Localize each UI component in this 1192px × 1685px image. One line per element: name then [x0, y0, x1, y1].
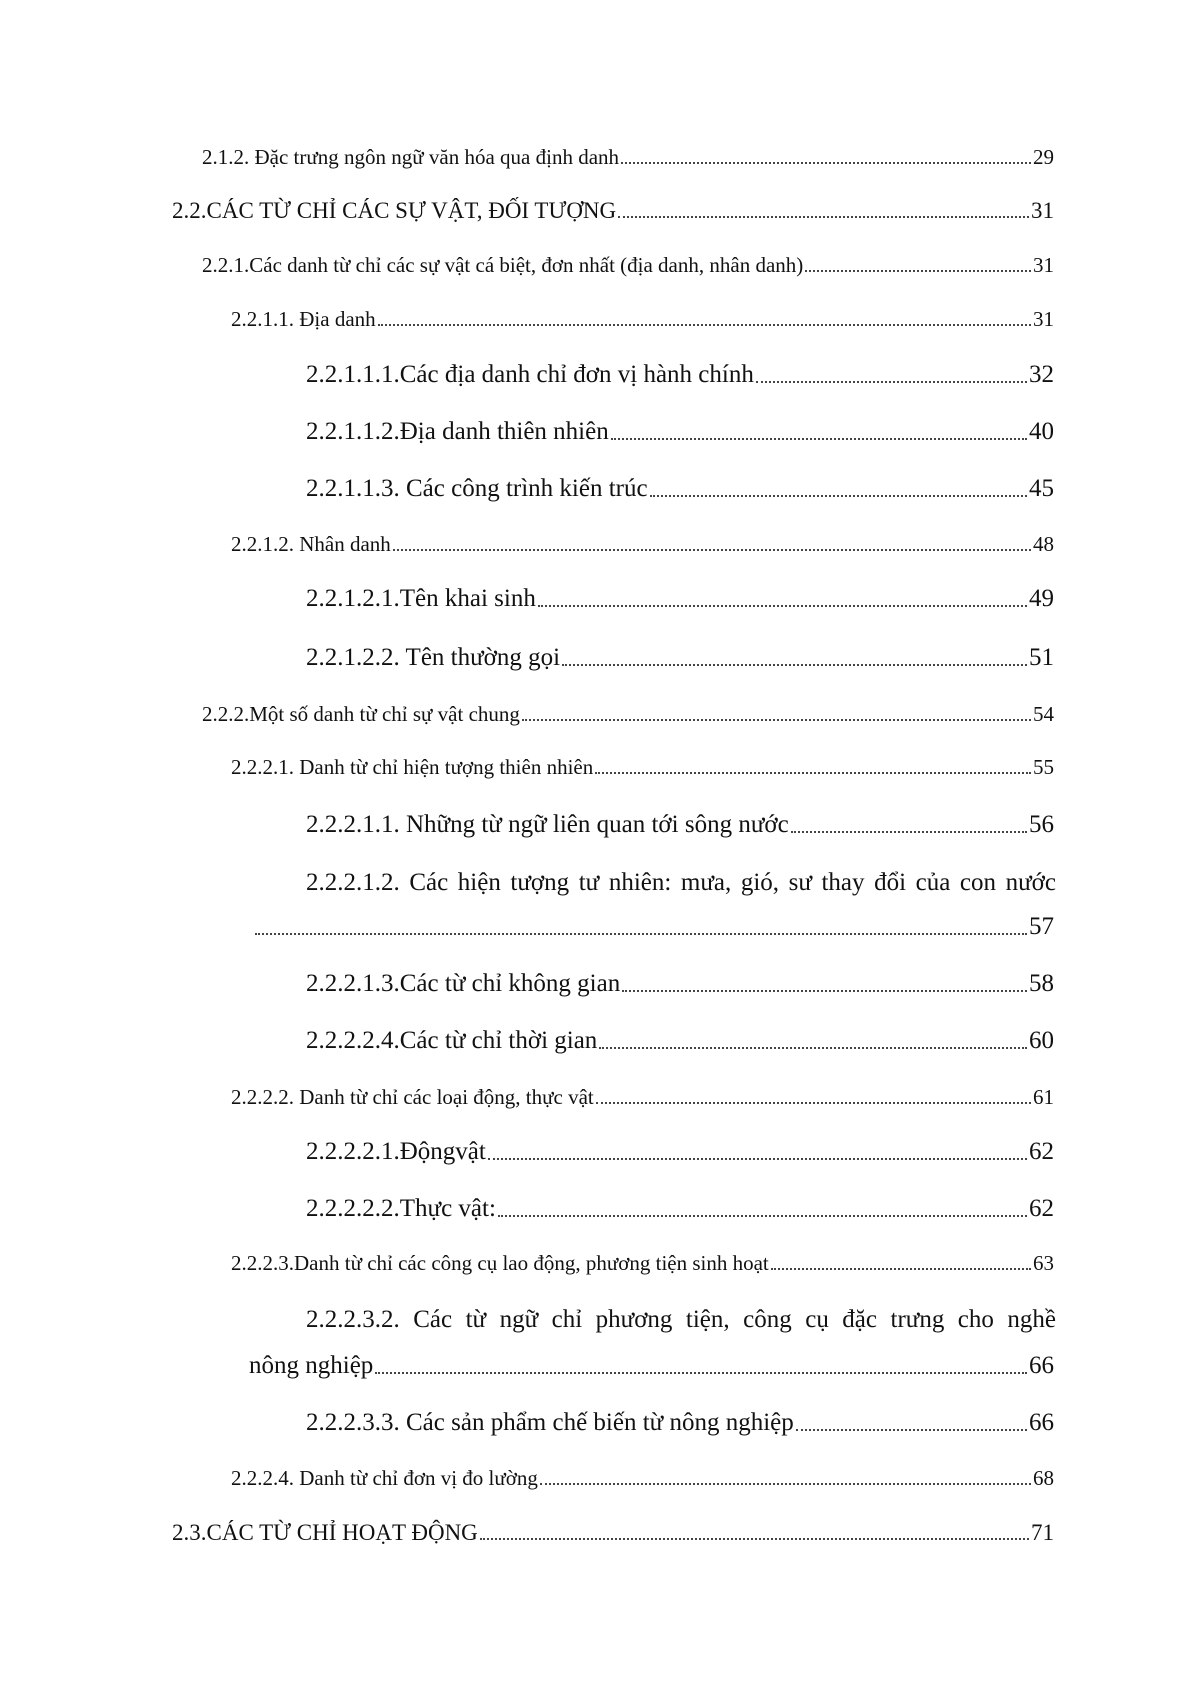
toc-entry-page: 60: [1029, 1027, 1054, 1054]
dot-leader: [562, 664, 1027, 666]
dot-leader: [599, 1047, 1027, 1049]
toc-entry-label: 2.2.1.1.3. Các công trình kiến trúc: [306, 475, 648, 502]
toc-entry-label: 2.2.2.Một số danh từ chỉ sự vật chung: [202, 702, 520, 726]
toc-entry: [202, 704, 1054, 725]
toc-entry-page: 29: [1033, 145, 1054, 169]
toc-entry: [231, 1468, 1054, 1489]
toc-entry-label: 2.2.2.2. Danh từ chỉ các loại động, thực vật: [231, 1085, 594, 1109]
toc-entry-label: 2.2.2.1.3.Các từ chỉ không gian: [306, 970, 621, 997]
toc-entry-page: 45: [1029, 475, 1054, 502]
toc-entry-label: 2.2.2.1.1. Những từ ngữ liên quan tới sông nước: [306, 811, 789, 838]
toc-entry: [306, 1028, 1054, 1053]
toc-entry-label: 2.2.1.1.2.Địa danh thiên nhiên: [306, 418, 609, 445]
dot-leader: [255, 933, 1027, 935]
toc-entry-page: 31: [1033, 253, 1054, 277]
toc-entry-page: 62: [1029, 1138, 1054, 1165]
toc-entry-label: 2.2.1.2.1.Tên khai sinh: [306, 585, 536, 612]
dot-leader: [650, 495, 1027, 497]
toc-entry: [249, 1353, 1054, 1378]
toc-entry: [306, 1139, 1054, 1164]
toc-entry-page: 62: [1029, 1195, 1054, 1222]
toc-entry-label: 2.2.2.3.3. Các sản phẩm chế biến từ nông nghiệp: [306, 1409, 794, 1436]
toc-entry-page: 32: [1029, 361, 1054, 388]
toc-entry: [172, 1521, 1054, 1544]
toc-entry-label: 2.2.1.Các danh từ chỉ các sự vật cá biệt, đơn nhất (địa danh, nhân danh): [202, 253, 804, 277]
toc-entry-label: 2.2.CÁC TỪ CHỈ CÁC SỰ VẬT, ĐỐI TƯỢNG: [172, 198, 617, 223]
dot-leader: [393, 549, 1031, 551]
toc-entry: [306, 971, 1054, 996]
toc-entry: [231, 1087, 1054, 1108]
dot-leader: [488, 1158, 1027, 1160]
toc-entry-label: 2.2.2.1.2. Các hiện tượng tư nhiên: mưa, gió, sư thay đổi của con nước: [306, 869, 1056, 896]
dot-leader: [805, 270, 1031, 272]
toc-entry-page: 57: [1029, 913, 1054, 940]
toc-entry-label: 2.3.CÁC TỪ CHỈ HOẠT ĐỘNG: [172, 1520, 478, 1545]
dot-leader: [796, 1429, 1027, 1431]
toc-entry-label: 2.2.2.3.2. Các từ ngữ chỉ phương tiện, công cụ đặc trưng cho nghề: [306, 1306, 1056, 1333]
toc-entry-label: 2.2.1.2. Nhân danh: [231, 532, 391, 556]
toc-entry-page: 63: [1033, 1251, 1054, 1275]
toc-entry-page: 40: [1029, 418, 1054, 445]
toc-entry-label: 2.2.2.2.4.Các từ chỉ thời gian: [306, 1027, 598, 1054]
dot-leader: [611, 438, 1027, 440]
dot-leader: [596, 1102, 1031, 1104]
toc-entry-page: 56: [1029, 811, 1054, 838]
dot-leader: [618, 216, 1029, 218]
toc-entry: [306, 1196, 1054, 1221]
dot-leader: [378, 324, 1031, 326]
toc-entry-page: 55: [1033, 755, 1054, 779]
toc-entry-page: 51: [1029, 644, 1054, 671]
toc-entry-label: 2.2.2.1. Danh từ chỉ hiện tượng thiên nhiên: [231, 755, 594, 779]
toc-entry: [202, 147, 1054, 168]
toc-entry: [306, 1410, 1054, 1435]
toc-entry-label-continued: nông nghiệp: [249, 1352, 374, 1379]
dot-leader: [480, 1538, 1029, 1540]
toc-entry: [172, 199, 1054, 222]
dot-leader: [375, 1372, 1027, 1374]
toc-entry-page: 48: [1033, 532, 1054, 556]
toc-entry-page: 71: [1031, 1520, 1054, 1545]
toc-entry-label: 2.2.2.2.1.Độngvật: [306, 1138, 486, 1165]
toc-entry: [306, 476, 1054, 501]
toc-entry-label: 2.2.1.1. Địa danh: [231, 307, 376, 331]
dot-leader: [771, 1268, 1031, 1270]
toc-entry-page: 68: [1033, 1466, 1054, 1490]
toc-entry-label: 2.1.2. Đặc trưng ngôn ngữ văn hóa qua định danh: [202, 145, 620, 169]
toc-entry-page: 66: [1029, 1352, 1054, 1379]
toc-entry: [255, 914, 1054, 939]
dot-leader: [522, 719, 1031, 721]
toc-entry: [306, 362, 1054, 387]
toc-entry: [231, 757, 1054, 778]
toc-entry: [306, 812, 1054, 837]
toc-entry-label: 2.2.2.2.2.Thực vật:: [306, 1195, 496, 1222]
toc-entry: [231, 534, 1054, 555]
toc-entry-label: 2.2.1.1.1.Các địa danh chỉ đơn vị hành chính: [306, 361, 754, 388]
dot-leader: [621, 162, 1031, 164]
toc-entry: [202, 255, 1054, 276]
toc-entry: [231, 309, 1054, 330]
dot-leader: [595, 772, 1031, 774]
toc-entry-page: 58: [1029, 970, 1054, 997]
dot-leader: [540, 1483, 1031, 1485]
dot-leader: [791, 831, 1027, 833]
toc-entry-label: 2.2.1.2.2. Tên thường gọi: [306, 644, 561, 671]
toc-entry-label: 2.2.2.3.Danh từ chỉ các công cụ lao động, phương tiện sinh hoạt: [231, 1251, 769, 1275]
dot-leader: [538, 605, 1027, 607]
toc-entry: [306, 645, 1054, 670]
toc-entry-page: 54: [1033, 702, 1054, 726]
toc-entry-page: 61: [1033, 1085, 1054, 1109]
toc-entry: [306, 419, 1054, 444]
dot-leader: [756, 381, 1027, 383]
toc-entry-page: 66: [1029, 1409, 1054, 1436]
dot-leader: [622, 990, 1027, 992]
toc-entry: [231, 1253, 1054, 1274]
dot-leader: [498, 1215, 1027, 1217]
toc-entry-page: 31: [1033, 307, 1054, 331]
toc-entry-label: 2.2.2.4. Danh từ chỉ đơn vị đo lường: [231, 1466, 538, 1490]
toc-entry-page: 31: [1031, 198, 1054, 223]
toc-entry: [306, 586, 1054, 611]
toc-entry-page: 49: [1029, 585, 1054, 612]
